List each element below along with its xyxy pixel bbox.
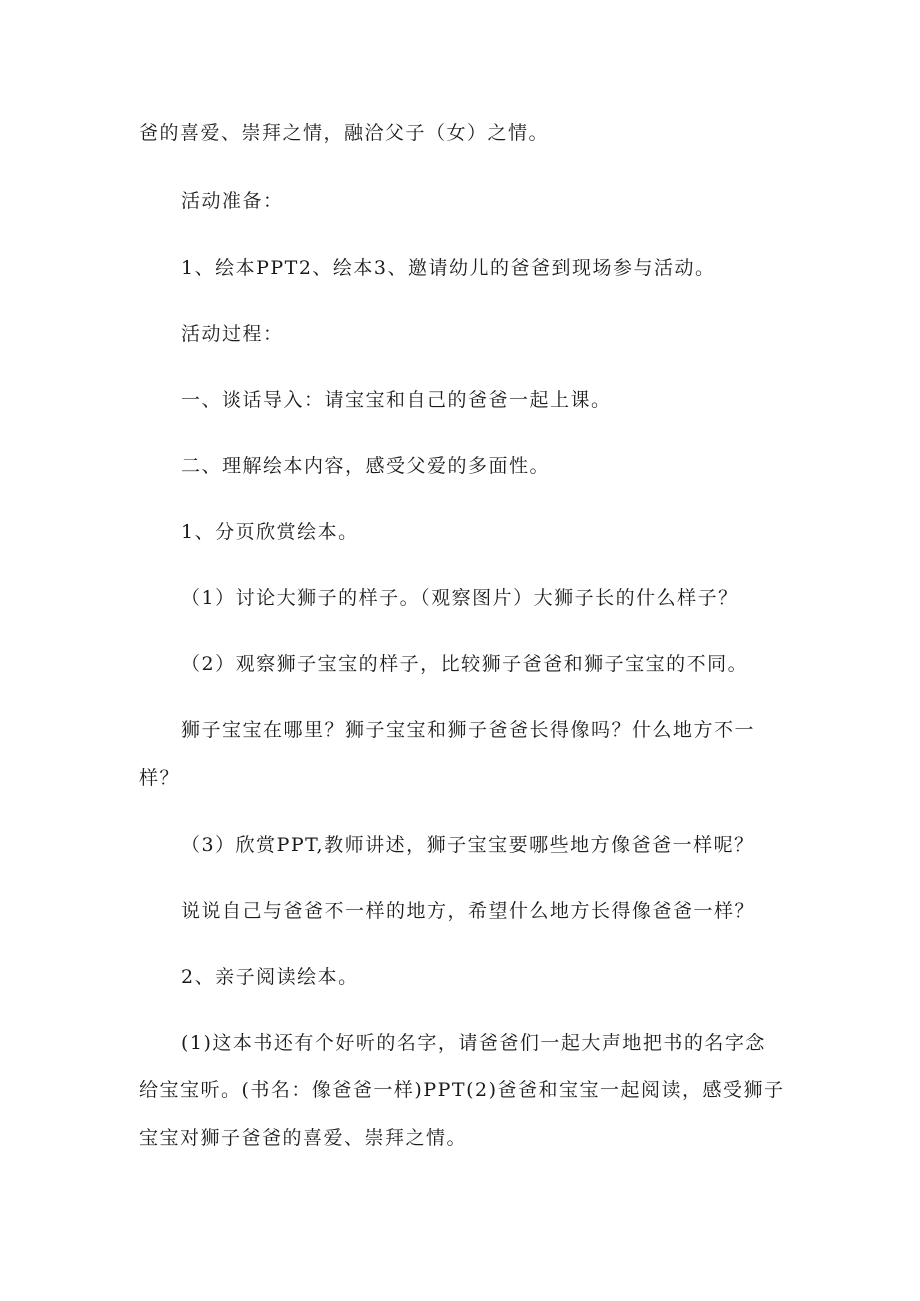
paragraph-line: 给宝宝听。(书名：像爸爸一样)PPT(2)爸爸和宝宝一起阅读，感受狮子 bbox=[139, 1079, 785, 1101]
paragraph-line: 爸的喜爱、崇拜之情，融洽父子（女）之情。 bbox=[139, 122, 550, 144]
paragraph-line: 样？ bbox=[139, 767, 181, 789]
paragraph-line: 1、绘本PPT2、绘本3、邀请幼儿的爸爸到现场参与活动。 bbox=[181, 257, 716, 279]
paragraph-line: 说说自己与爸爸不一样的地方，希望什么地方长得像爸爸一样？ bbox=[181, 900, 756, 922]
paragraph-line: （2）观察狮子宝宝的样子，比较狮子爸爸和狮子宝宝的不同。 bbox=[181, 653, 749, 675]
paragraph-line: （3）欣赏PPT,教师讲述，狮子宝宝要哪些地方像爸爸一样呢？ bbox=[181, 834, 755, 856]
paragraph-line: (1)这本书还有个好听的名字，请爸爸们一起大声地把书的名字念 bbox=[181, 1032, 766, 1054]
paragraph-line: 二、理解绘本内容，感受父爱的多面性。 bbox=[181, 455, 551, 477]
paragraph-line: 一、谈话导入：请宝宝和自己的爸爸一起上课。 bbox=[181, 389, 612, 411]
paragraph-line: 狮子宝宝在哪里？狮子宝宝和狮子爸爸长得像吗？什么地方不一 bbox=[181, 719, 756, 741]
paragraph-line: 2、亲子阅读绘本。 bbox=[181, 966, 359, 988]
section-heading-process: 活动过程： bbox=[181, 323, 284, 345]
paragraph-line: 1、分页欣赏绘本。 bbox=[181, 521, 359, 543]
paragraph-line: （1）讨论大狮子的样子。（观察图片）大狮子长的什么样子？ bbox=[181, 587, 739, 609]
paragraph-line: 宝宝对狮子爸爸的喜爱、崇拜之情。 bbox=[139, 1127, 468, 1149]
section-heading-preparation: 活动准备： bbox=[181, 190, 284, 212]
